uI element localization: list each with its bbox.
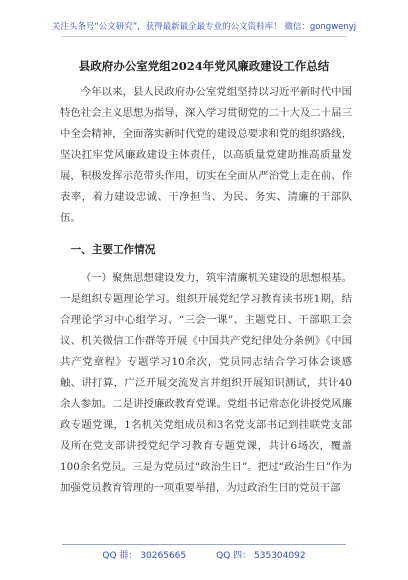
section-paragraph: （一）聚焦思想建设发力，筑牢清廉机关建设的思想根基。一是组织专题理论学习。组织开展党纪学习教育读书班1期，结合理论学习中心组学习、“三会一课”、主题党日、干部职工会议、机关微信工作群等开展《中国共产党纪律处分条例》《中国共产党章程》专题学习10余次，党员同志结合学习体会谈感触、讲打算，广泛开展交流发言并组织开展知识测试，共计40余人参加。二是讲授廉政教育党课。党组书记常态化讲授党风廉政专题党课，1名机关党组成员和3名党支部书记到挂联党支部及所在党支部讲授党纪学习教育专题党课，共计6场次，覆盖100余名党员。三是为党员过“政治生日”。把过“政治生日”作为加强党员教育管理的一项重要举措，为过政治生日的党员干部 <box>60 272 352 494</box>
footer-qq-group-1: QQ 群： 30265665 <box>102 551 187 561</box>
document-title: 县政府办公室党组2024年党风廉政建设工作总结 <box>78 59 330 73</box>
footer-contact <box>0 548 408 561</box>
footer-qq-group-2: QQ 四： 535304092 <box>216 551 306 561</box>
header-banner: 关注头条号“公文研究”，获得最新最全最专业的公文资料库！ 微信：gongwenyj <box>51 22 357 32</box>
section-heading: 一、主要工作情况 <box>70 244 156 256</box>
header-divider <box>62 36 346 37</box>
intro-paragraph: 今年以来，县人民政府办公室党组坚持以习近平新时代中国特色社会主义思想为指导，深入学习贯彻党的二十大及二十届三中全会精神，全面落实新时代党的建设总要求和党的组织路线，坚决扛牢党风廉政建设主体责任，以高质量党建助推高质量发展，积极发挥示范带头作用，切实在全面从严治党上走在前、作表率，着力建设忠诚、干净担当、为民、务实、清廉的干部队伍。 <box>60 86 352 224</box>
footer-divider <box>62 544 346 545</box>
